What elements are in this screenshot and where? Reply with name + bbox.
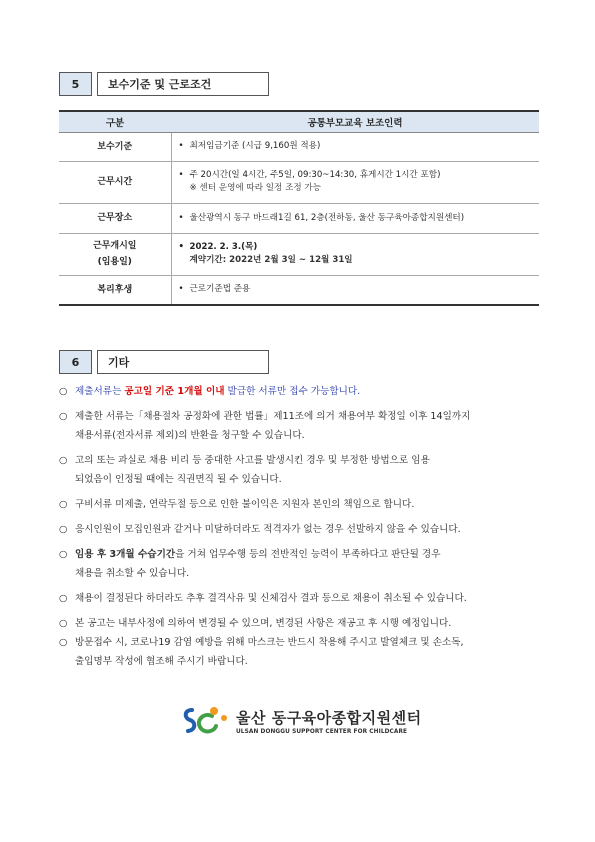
place-label: 근무장소 — [59, 203, 171, 233]
list-item — [59, 451, 547, 489]
circle-bullet: ○ — [59, 386, 68, 397]
circle-bullet: ○ — [59, 499, 68, 510]
bullet: • — [178, 170, 184, 180]
place-cell — [171, 203, 539, 233]
notice-emphasis: 임용 후 3개월 수습기간 — [75, 549, 176, 560]
notice-cancellation: 채용이 결정된다 하더라도 추후 결격사유 및 신체검사 결과 등으로 채용이 취소될 수 있습니다. — [75, 593, 467, 604]
table-header-row — [59, 111, 539, 132]
center-name-english: ULSAN DONGGU SUPPORT CENTER FOR CHILDCARE — [236, 729, 408, 735]
notice-text: 발급한 서류만 접수 가능합니다. — [224, 386, 361, 397]
center-name-korean: 울산 동구육아종합지원센터 — [236, 709, 422, 727]
section-6-number: 6 — [59, 350, 92, 374]
center-logo — [182, 704, 422, 738]
conditions-table — [59, 110, 539, 306]
section-5-number: 5 — [59, 72, 92, 96]
pay-label: 보수기준 — [59, 132, 171, 161]
pay-value: 최저임금기준 (시급 9,160원 적용) — [189, 141, 321, 151]
section-5-title: 보수기준 및 근로조건 — [97, 72, 269, 96]
notice-probation — [75, 545, 440, 583]
table-row-start — [59, 233, 539, 275]
start-label — [59, 233, 171, 275]
notice-responsibility: 구비서류 미제출, 연락두절 등으로 인한 불이익은 지원자 본인의 책임으로 합니다. — [75, 499, 415, 510]
place-value: 울산광역시 동구 바드래1길 61, 2층(전하동, 울산 동구육아종합지원센터) — [189, 212, 465, 223]
notice-line: 고의 또는 과실로 채용 비리 등 중대한 사고를 발생시킨 경우 및 부정한 방법으로 임용 — [75, 455, 430, 466]
notice-line: 채용을 취소할 수 있습니다. — [75, 568, 190, 579]
start-label-line2: (임용일) — [97, 257, 132, 267]
hours-label: 근무시간 — [59, 161, 171, 203]
bullet: • — [178, 212, 184, 223]
list-item — [59, 382, 547, 401]
list-item — [59, 520, 547, 539]
table-row-pay — [59, 132, 539, 161]
notice-covid — [75, 633, 464, 671]
section-6-title: 기타 — [97, 350, 269, 374]
start-cell — [171, 233, 539, 275]
notice-text: 제출서류는 — [75, 386, 125, 397]
hours-note: ※ 센터 운영에 따라 일정 조정 가능 — [189, 183, 322, 193]
list-item — [59, 633, 547, 671]
table-row-hours — [59, 161, 539, 203]
notice-line: 채용서류(전자서류 제외)의 반환을 청구할 수 있습니다. — [75, 430, 305, 441]
notice-dismissal — [75, 451, 430, 489]
contract-period: 계약기간: 2022년 2월 3일 ~ 12월 31일 — [189, 255, 353, 265]
hours-value: 주 20시간(일 4시간, 주5일, 09:30~14:30, 휴게시간 1시간 포함) — [189, 170, 441, 180]
table-row-place — [59, 203, 539, 233]
notice-return — [75, 407, 470, 445]
center-logo-icon — [182, 704, 232, 738]
circle-bullet: ○ — [59, 637, 68, 648]
circle-bullet: ○ — [59, 455, 68, 466]
list-item — [59, 407, 547, 445]
center-logo-text — [236, 707, 422, 735]
notice-text: 을 거쳐 업무수행 등의 전반적인 능력이 부족하다고 판단될 경우 — [175, 549, 441, 560]
pay-cell — [171, 132, 539, 161]
welfare-label: 복리후생 — [59, 275, 171, 305]
notice-line: 출입명부 작성에 협조해 주시기 바랍니다. — [75, 656, 248, 667]
circle-bullet: ○ — [59, 411, 68, 422]
welfare-cell — [171, 275, 539, 305]
list-item — [59, 545, 547, 583]
circle-bullet: ○ — [59, 549, 68, 560]
notice-change: 본 공고는 내부사정에 의하여 변경될 수 있으며, 변경된 사항은 재공고 후 시행 예정입니다. — [75, 618, 452, 629]
notice-list — [59, 382, 547, 677]
list-item — [59, 589, 547, 608]
notice-line: 제출한 서류는「채용절차 공정화에 관한 법률」제11조에 의거 채용여부 확정일 이후 14일까지 — [75, 411, 471, 422]
notice-no-selection: 응시인원이 모집인원과 같거나 미달하더라도 적격자가 없는 경우 선발하지 않을 수 있습니다. — [75, 524, 461, 535]
circle-bullet: ○ — [59, 524, 68, 535]
header-category: 구분 — [59, 111, 171, 132]
welfare-value: 근로기준법 준용 — [189, 284, 251, 295]
header-position: 공통부모교육 보조인력 — [171, 111, 539, 132]
start-label-line1: 근무개시일 — [93, 241, 137, 251]
section-5-header — [59, 72, 269, 96]
circle-bullet: ○ — [59, 593, 68, 604]
section-6-header — [59, 350, 269, 374]
list-item — [59, 495, 547, 514]
notice-emphasis: 공고일 기준 1개월 이내 — [124, 386, 225, 397]
notice-documents — [75, 382, 360, 401]
circle-bullet: ○ — [59, 618, 68, 629]
hours-cell — [171, 161, 539, 203]
table-row-welfare — [59, 275, 539, 305]
notice-line: 되었음이 인정될 때에는 직권면직 될 수 있습니다. — [75, 474, 282, 485]
bullet: • — [178, 141, 184, 151]
start-value: 2022. 2. 3.(목) — [189, 242, 258, 252]
list-item — [59, 614, 547, 633]
bullet: • — [178, 284, 184, 295]
bullet: • — [178, 242, 184, 252]
notice-line: 방문접수 시, 코로나19 감염 예방을 위해 마스크는 반드시 착용해 주시고 발열체크 및 손소독, — [75, 637, 464, 648]
